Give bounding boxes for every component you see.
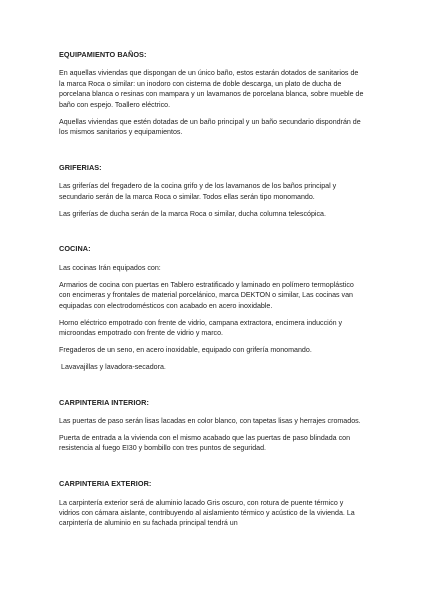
paragraph: Las griferías del fregadero de la cocina grifo y de los lavamanos de los baños principal y secundario serán de la marca Roca o similar. Todos ellas serán tipo monomando. bbox=[59, 182, 337, 201]
paragraph: En aquellas viviendas que dispongan de un único baño, estos estarán dotados de sanitarios de la marca Roca o similar: un inodoro con cisterna de doble descarga, un plato de ducha de porcelana blanca o resinas con mampara y un lavamanos de porcelana blanca, sobre mueble de baño con espejo. Toallero eléctrico. bbox=[59, 69, 364, 109]
paragraph: La carpintería exterior será de aluminio lacado Gris oscuro, con rotura de puente térmico y vidrios con cámara aislante, contribuyendo al aislamiento térmico y acústico de la vivienda. La carpintería de aluminio en su fachada principal tendrá un bbox=[59, 498, 355, 528]
paragraph: Armarios de cocina con puertas en Tablero estratificado y laminado en polímero termoplástico con encimeras y frontales de material porcelánico, marca DEKTON o similar, Las cocinas van equipadas con electrodomésticos con acabado en acero inoxidable. bbox=[59, 280, 354, 310]
section-heading: CARPINTERIA EXTERIOR: bbox=[59, 479, 152, 489]
section-heading: GRIFERIAS: bbox=[59, 162, 102, 172]
section-heading: COCINA: bbox=[59, 244, 91, 254]
paragraph: Las puertas de paso serán lisas lacadas en color blanco, con tapetas lisas y herrajes cromados. bbox=[59, 417, 361, 426]
paragraph: Las cocinas Irán equipados con: bbox=[59, 263, 161, 272]
section-carpinteria-exterior bbox=[59, 479, 364, 529]
paragraph: Horno eléctrico empotrado con frente de vidrio, campana extractora, encimera inducción y microondas empotrado con frente de vidrio y marco. bbox=[59, 318, 343, 337]
section-equipamiento-banos bbox=[59, 50, 364, 137]
document-body bbox=[59, 50, 364, 535]
section-heading: CARPINTERIA INTERIOR: bbox=[59, 397, 149, 407]
paragraph: Lavavajillas y lavadora-secadora. bbox=[61, 362, 166, 371]
section-heading: EQUIPAMIENTO BAÑOS: bbox=[59, 50, 147, 59]
section-carpinteria-interior bbox=[59, 398, 364, 454]
paragraph: Puerta de entrada a la vivienda con el mismo acabado que las puertas de paso blindada con resistencia al fuego EI30 y bombillo con tres puntos de seguridad. bbox=[59, 433, 351, 453]
paragraph: Fregaderos de un seno, en acero inoxidable, equipado con grifería monomando. bbox=[59, 345, 312, 354]
section-griferias bbox=[59, 163, 364, 219]
section-cocina bbox=[59, 244, 364, 372]
paragraph: Las griferías de ducha serán de la marca Roca o similar, ducha columna telescópica. bbox=[59, 209, 326, 218]
paragraph: Aquellas viviendas que estén dotadas de un baño principal y un baño secundario dispondrán de los mismos sanitarios y equipamientos. bbox=[59, 117, 361, 136]
